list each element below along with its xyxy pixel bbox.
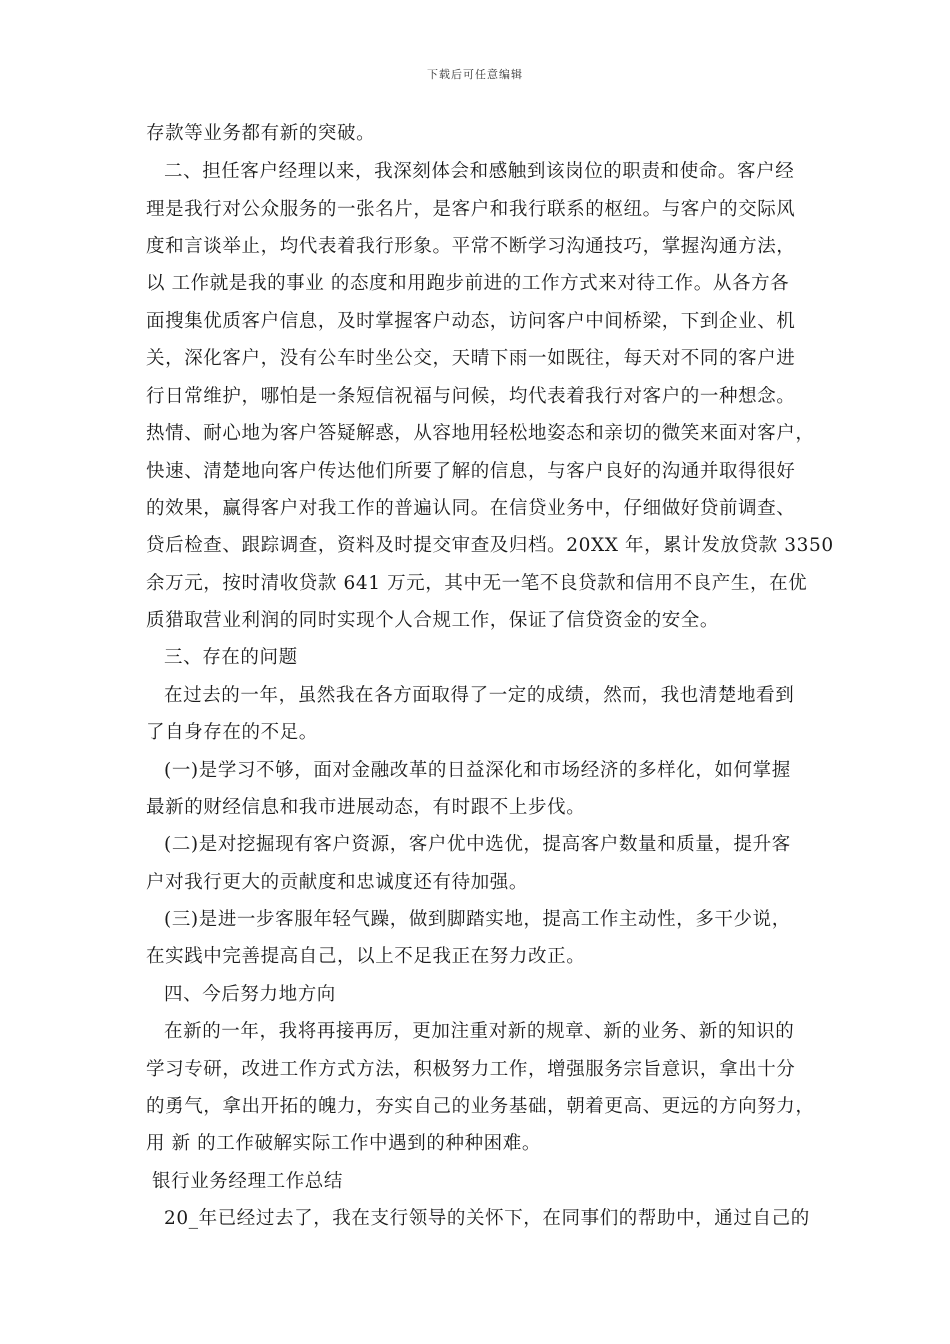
page-header: 下载后可任意编辑 xyxy=(427,68,523,81)
list-item-line: (二)是对挖掘现有客户资源，客户优中选优，提高客户数量和质量，提升客 xyxy=(164,834,791,855)
list-item-line: 最新的财经信息和我市进展动态，有时跟不上步伐。 xyxy=(146,797,586,818)
paragraph-line: 面搜集优质客户信息，及时掌握客户动态，访问客户中间桥梁，下到企业、机 xyxy=(146,311,796,332)
list-item-line: (三)是进一步客服年轻气躁，做到脚踏实地，提高工作主动性，多干少说， xyxy=(164,909,791,930)
paragraph-line: 存款等业务都有新的突破。 xyxy=(146,123,376,144)
paragraph-line: 理是我行对公众服务的一张名片，是客户和我行联系的枢纽。与客户的交际风 xyxy=(146,199,796,220)
paragraph-line: 二、担任客户经理以来，我深刻体会和感触到该岗位的职责和使命。客户经 xyxy=(164,161,795,182)
paragraph-line: 余万元，按时清收贷款 641 万元，其中无一笔不良贷款和信用不良产生，在优 xyxy=(146,573,808,594)
paragraph-line: 度和言谈举止，均代表着我行形象。平常不断学习沟通技巧，掌握沟通方法， xyxy=(146,236,796,257)
section-heading: 三、存在的问题 xyxy=(164,647,298,668)
paragraph-line: 贷后检查、跟踪调查，资料及时提交审查及归档。20XX 年，累计发放贷款 3350 xyxy=(146,535,834,556)
paragraph-line: 关，深化客户，没有公车时坐公交，天晴下雨一如既往，每天对不同的客户进 xyxy=(146,348,796,369)
paragraph-line: 质猎取营业利润的同时实现个人合规工作，保证了信贷资金的安全。 xyxy=(146,610,720,631)
paragraph-line: 热情、耐心地为客户答疑解惑，从容地用轻松地姿态和亲切的微笑来面对客户， xyxy=(146,423,815,444)
document-title: 银行业务经理工作总结 xyxy=(152,1171,344,1192)
paragraph-line: 快速、清楚地向客户传达他们所要了解的信息，与客户良好的沟通并取得很好 xyxy=(146,461,796,482)
paragraph-line: 在过去的一年，虽然我在各方面取得了一定的成绩，然而，我也清楚地看到 xyxy=(164,685,795,706)
paragraph-line: 在新的一年，我将再接再厉，更加注重对新的规章、新的业务、新的知识的 xyxy=(164,1021,795,1042)
paragraph-line: 的勇气，拿出开拓的魄力，夯实自己的业务基础，朝着更高、更远的方向努力， xyxy=(146,1096,815,1117)
paragraph-line: 的效果，赢得客户对我工作的普遍认同。在信贷业务中，仔细做好贷前调查、 xyxy=(146,498,796,519)
list-item-line: (一)是学习不够，面对金融改革的日益深化和市场经济的多样化，如何掌握 xyxy=(164,760,791,781)
list-item-line: 在实践中完善提高自己，以上不足我正在努力改正。 xyxy=(146,946,586,967)
paragraph-line: 以 工作就是我的事业 的态度和用跑步前进的工作方式来对待工作。从各方各 xyxy=(146,273,790,294)
list-item-line: 户对我行更大的贡献度和忠诚度还有待加强。 xyxy=(146,872,529,893)
paragraph-line: 学习专研，改进工作方式方法，积极努力工作，增强服务宗旨意识，拿出十分 xyxy=(146,1059,796,1080)
paragraph-line: 20_年已经过去了，我在支行领导的关怀下，在同事们的帮助中，通过自己的 xyxy=(164,1208,810,1229)
paragraph-line: 了自身存在的不足。 xyxy=(146,722,318,743)
paragraph-line: 行日常维护，哪怕是一条短信祝福与问候，均代表着我行对客户的一种想念。 xyxy=(146,386,796,407)
section-heading: 四、今后努力地方向 xyxy=(164,984,336,1005)
paragraph-line: 用 新 的工作破解实际工作中遇到的种种困难。 xyxy=(146,1133,541,1154)
